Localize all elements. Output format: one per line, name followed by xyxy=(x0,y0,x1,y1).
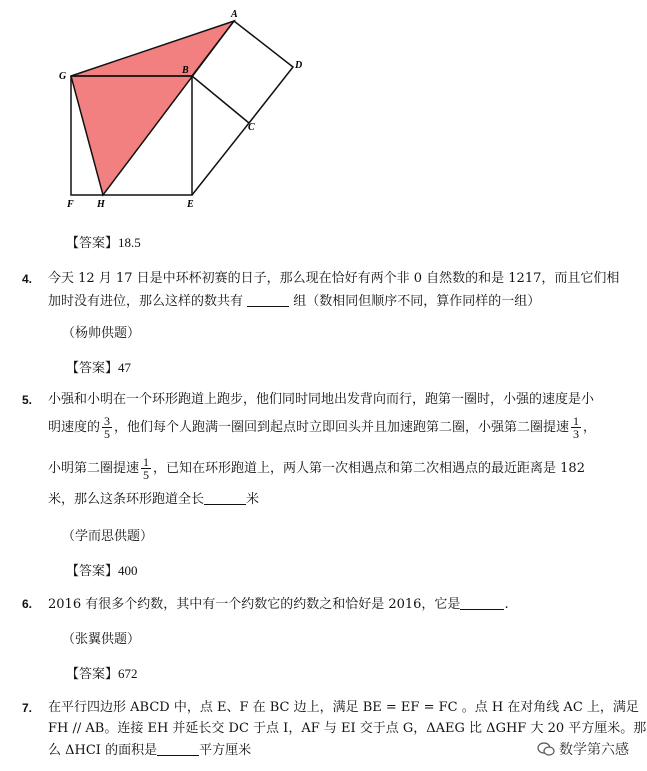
q3-answer-value: 18.5 xyxy=(118,235,141,250)
q4-number: 4. xyxy=(22,272,33,286)
label-d: D xyxy=(295,60,303,71)
q5-line-2a: 明速度的 xyxy=(48,420,101,435)
q5-line-3 xyxy=(48,455,585,483)
q6-line-1 xyxy=(48,595,509,614)
q5-number: 5. xyxy=(22,393,33,407)
label-b: B xyxy=(182,65,189,76)
q5-answer-label: 【答案】 xyxy=(66,564,119,579)
q6-answer-value: 672 xyxy=(118,666,138,681)
q5-fraction-3: $\frac{1}{5}$ xyxy=(143,455,150,482)
label-e: E xyxy=(187,199,194,210)
q6-line-1a: 2016 有很多个约数，其中有一个约数它的约数之和恰好是 2016，它是 xyxy=(48,597,461,612)
q6-answer-label: 【答案】 xyxy=(66,667,119,682)
q3-answer-label: 【答案】 xyxy=(66,236,119,251)
q6-answer xyxy=(66,663,138,682)
q5-line-1: 小强和小明在一个环形跑道上跑步，他们同时同地出发背向而行，跑第一圈时，小强的速度是小 xyxy=(48,392,595,407)
q5-line-2c: ， xyxy=(583,420,597,435)
q4-line-1: 今天 12 月 17 日是中环杯初赛的日子，那么现在恰好有两个非 0 自然数的和是 1217，而且它们相 xyxy=(48,271,620,286)
q7-line-3a: 么 ΔHCI 的面积是 xyxy=(48,743,158,758)
q4-answer xyxy=(66,357,131,376)
label-f: F xyxy=(67,199,74,210)
label-h: H xyxy=(97,199,105,210)
q6-answer-blank xyxy=(460,595,504,610)
q7-line-3 xyxy=(48,741,251,760)
q4-source: （杨帅供题） xyxy=(62,326,141,341)
q3-answer xyxy=(66,232,141,251)
watermark xyxy=(537,739,629,759)
q7-line-2: FH // AB。连接 EH 并延长交 DC 于点 I，AF 与 EI 交于点 G，ΔAEG 比 ΔGHF 大 20 平方厘米。那 xyxy=(48,721,647,736)
q5-source: （学而思供题） xyxy=(62,529,154,544)
wechat-icon xyxy=(537,742,555,756)
q7-answer-blank xyxy=(157,741,199,756)
q6-number: 6. xyxy=(22,597,33,611)
q4-answer-value: 47 xyxy=(118,360,132,375)
label-g: G xyxy=(59,71,67,82)
q7-line-1: 在平行四边形 ABCD 中，点 E、F 在 BC 边上，满足 BE = EF = FC 。点 H 在对角线 AC 上，满足 xyxy=(48,700,639,715)
geometry-figure xyxy=(55,5,315,215)
q5-answer-blank xyxy=(204,490,246,505)
q5-answer-value: 400 xyxy=(118,563,138,578)
label-c: C xyxy=(248,122,255,133)
label-a: A xyxy=(231,9,238,20)
shaded-triangle xyxy=(71,21,234,195)
q4-line-2 xyxy=(48,292,540,311)
q5-fraction-2: $\frac{1}{3}$ xyxy=(573,414,580,441)
q5-line-4 xyxy=(48,490,259,509)
q5-line-4b: 米 xyxy=(246,492,260,507)
q5-line-2b: ，他们每个人跑满一圈回到起点时立即回头并且加速跑第二圈，小强第二圈提速 xyxy=(114,420,570,435)
q4-line-2b: 组（数相同但顺序不同，算作同样的一组） xyxy=(293,294,541,309)
q4-answer-label: 【答案】 xyxy=(66,361,119,376)
q5-line-4a: 米，那么这条环形跑道全长 xyxy=(48,492,205,507)
q5-line-3a: 小明第二圈提速 xyxy=(48,461,140,476)
q5-answer xyxy=(66,560,138,579)
q7-line-3b: 平方厘米 xyxy=(199,743,252,758)
q6-source: （张翼供题） xyxy=(62,632,141,647)
segment-ce xyxy=(192,123,249,195)
q5-line-2 xyxy=(48,414,596,442)
q4-line-2a: 加时没有进位，那么这样的数共有 xyxy=(48,294,244,309)
q5-line-3b: ，已知在环形跑道上，两人第一次相遇点和第二次相遇点的最近距离是 182 xyxy=(153,461,585,476)
q4-answer-blank xyxy=(247,292,289,307)
watermark-text: 数学第六感 xyxy=(559,742,629,758)
q5-fraction-1: $\frac{3}{5}$ xyxy=(104,414,111,441)
q7-number: 7. xyxy=(22,701,33,715)
q6-line-1b: . xyxy=(504,597,509,612)
